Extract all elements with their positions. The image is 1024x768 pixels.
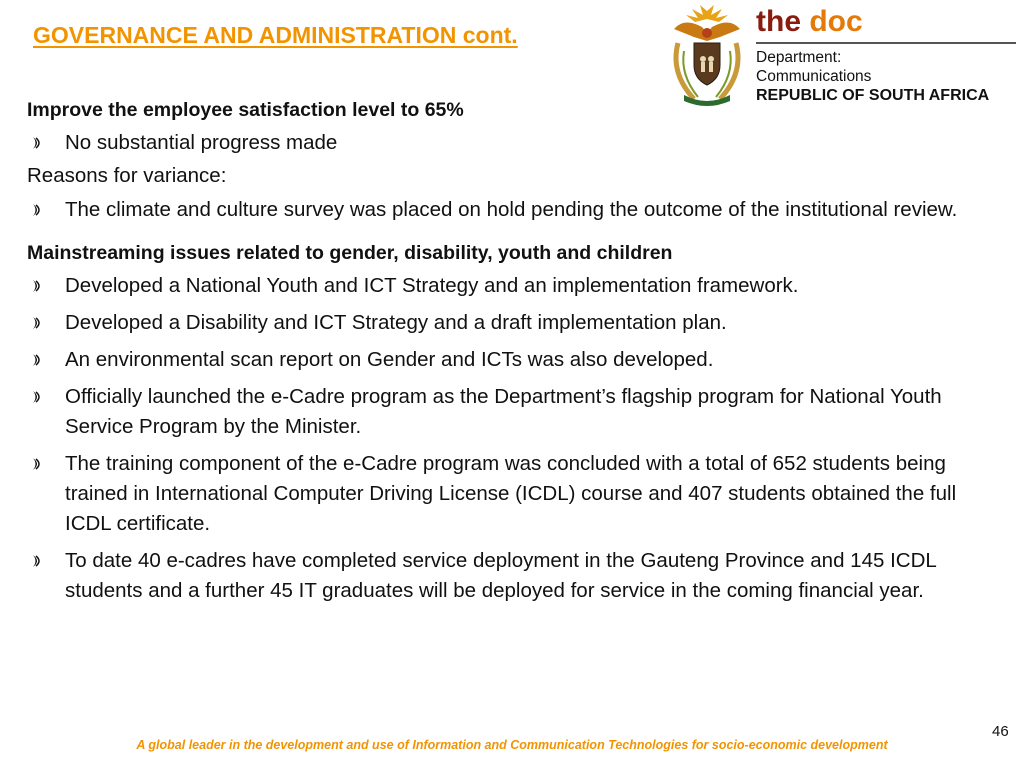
- list-item: [27, 128, 1007, 158]
- list-item-text: Developed a National Youth and ICT Strategy and an implementation framework.: [65, 274, 799, 297]
- reasons-label: Reasons for variance:: [27, 164, 227, 187]
- list-item-text: Developed a Disability and ICT Strategy and a draft implementation plan.: [65, 311, 727, 334]
- org-line-republic: REPUBLIC OF SOUTH AFRICA: [756, 87, 990, 104]
- list-item-text: An environmental scan report on Gender and ICTs was also developed.: [65, 348, 714, 371]
- crescent-bullet-icon: [30, 316, 42, 330]
- slide-footer: A global leader in the development and use of Information and Communication Technologies for socio-economic development: [136, 738, 888, 752]
- coat-of-arms-icon: [664, 3, 750, 111]
- section2-heading: Mainstreaming issues related to gender, disability, youth and children: [27, 242, 673, 264]
- slide-title: GOVERNANCE AND ADMINISTRATION cont.: [33, 22, 518, 48]
- brand-the: the: [756, 5, 801, 38]
- list-item-text: The training component of the e-Cadre program was concluded with a total of 652 students being trained in International Computer Driving License (ICDL) course and 407 students obtained the full ICDL certificate.: [65, 452, 957, 535]
- crescent-bullet-icon: [30, 554, 42, 568]
- crescent-bullet-icon: [30, 390, 42, 404]
- list-item-text: Officially launched the e-Cadre program as the Department’s flagship program for National Youth Service Program by the Minister.: [65, 385, 942, 438]
- logo-divider: [756, 42, 1016, 44]
- crescent-bullet-icon: [30, 353, 42, 367]
- org-line-department: Department:: [756, 49, 842, 66]
- list-item: [27, 271, 1007, 301]
- list-item: [27, 382, 1007, 442]
- list-item: [27, 449, 1007, 539]
- slide-content: [27, 96, 1007, 613]
- crescent-bullet-icon: [30, 203, 42, 217]
- crescent-bullet-icon: [30, 279, 42, 293]
- list-item: [27, 345, 1007, 375]
- org-line-communications: Communications: [756, 68, 872, 85]
- brand-doc: doc: [809, 5, 863, 38]
- list-item-text: No substantial progress made: [65, 131, 338, 154]
- section1-heading: Improve the employee satisfaction level to 65%: [27, 99, 464, 121]
- list-item: [27, 308, 1007, 338]
- crescent-bullet-icon: [30, 457, 42, 471]
- section1-reasons-list: [27, 195, 1007, 225]
- crescent-bullet-icon: [30, 136, 42, 150]
- section2-list: [27, 271, 1007, 606]
- list-item: [27, 546, 1007, 606]
- brand-name: [756, 5, 863, 39]
- list-item-text: The climate and culture survey was placed on hold pending the outcome of the institutional review.: [65, 198, 958, 221]
- page-number: 46: [992, 723, 1009, 740]
- section1-list: [27, 128, 1007, 158]
- list-item: [27, 195, 1007, 225]
- list-item-text: To date 40 e-cadres have completed service deployment in the Gauteng Province and 145 ICDL students and a further 45 IT graduates will be deployed for service in the coming financial year.: [65, 549, 937, 602]
